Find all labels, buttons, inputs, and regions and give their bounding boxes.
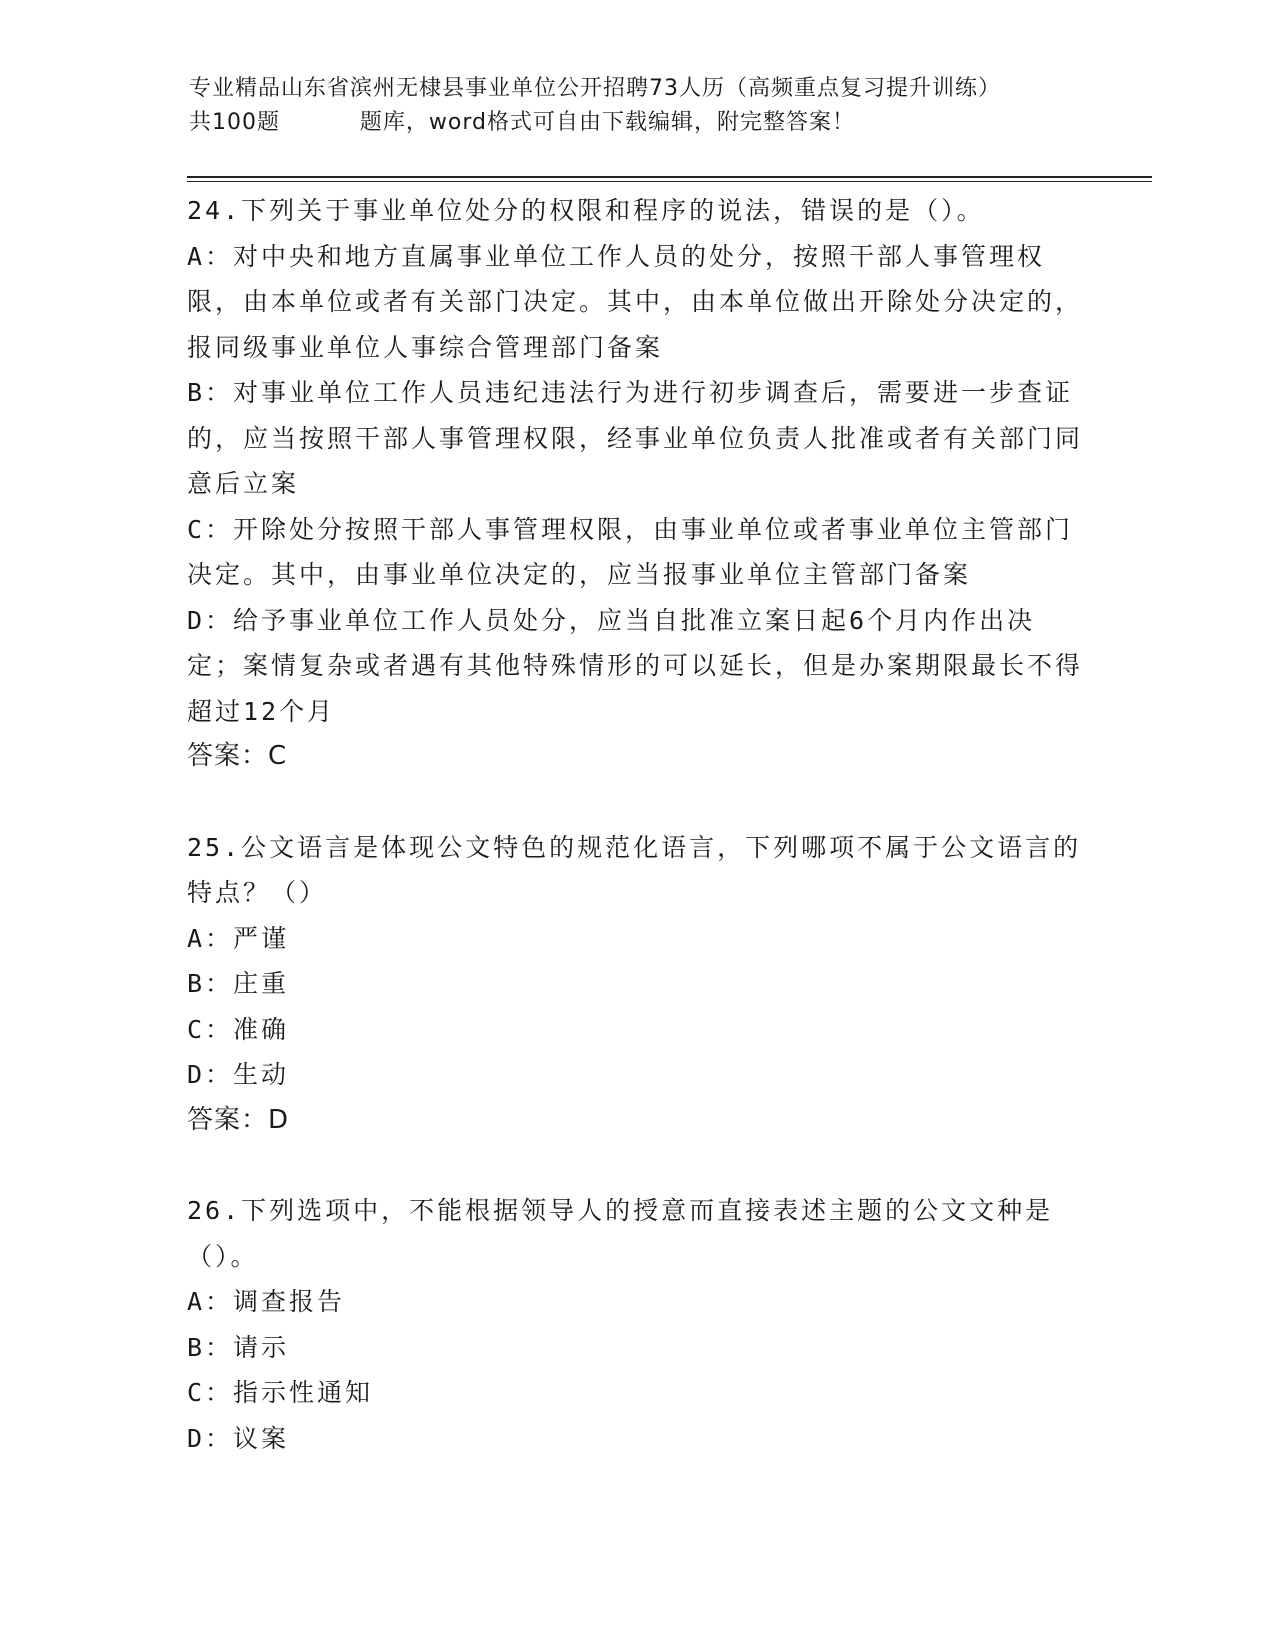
answer: 答案：D	[187, 1104, 290, 1135]
option-c: C：准确	[187, 1014, 290, 1044]
option-d: D：生动	[187, 1060, 290, 1089]
page-header	[189, 72, 1089, 140]
question-24	[187, 188, 1087, 780]
option-a: A：对中央和地方直属事业单位工作人员的处分，按照干部人事管理权限，由本单位或者有关部门决定。其中，由本单位做出开除处分决定的，报同级事业单位人事综合管理部门备案	[187, 241, 1084, 362]
question-stem: 24.下列关于事业单位处分的权限和程序的说法，错误的是（）。	[187, 196, 985, 225]
header-line-1: 专业精品山东省滨州无棣县事业单位公开招聘73人历（高频重点复习提升训练）	[189, 76, 1001, 101]
header-line-2: 共100题 题库，word格式可自由下载编辑，附完整答案！	[189, 110, 856, 135]
header-rule-thin	[187, 181, 1152, 182]
option-b: B：庄重	[187, 969, 290, 998]
option-c: C：指示性通知	[187, 1378, 374, 1407]
answer: 答案：C	[187, 741, 288, 771]
question-26	[187, 1188, 1087, 1461]
question-stem: 25.公文语言是体现公文特色的规范化语言，下列哪项不属于公文语言的特点？（）	[187, 832, 1082, 907]
question-stem: 26.下列选项中，不能根据领导人的授意而直接表述主题的公文文种是（）。	[187, 1196, 1054, 1271]
option-c: C：开除处分按照干部人事管理权限，由事业单位或者事业单位主管部门决定。其中，由事业单位决定的，应当报事业单位主管部门备案	[187, 514, 1074, 589]
option-b: B：请示	[187, 1332, 290, 1362]
option-b: B：对事业单位工作人员违纪违法行为进行初步调查后，需要进一步查证的，应当按照干部人事管理权限，经事业单位负责人批准或者有关部门同意后立案	[187, 378, 1084, 498]
option-d: D：给予事业单位工作人员处分，应当自批准立案日起6个月内作出决定；案情复杂或者遇有其他特殊情形的可以延长，但是办案期限最长不得超过12个月	[187, 605, 1084, 726]
question-25	[187, 825, 1087, 1144]
option-a: A：严谨	[187, 923, 290, 953]
option-d: D：议案	[187, 1423, 290, 1453]
header-rule-thick	[187, 176, 1152, 178]
option-a: A：调查报告	[187, 1287, 346, 1316]
question-list	[187, 188, 1087, 1461]
